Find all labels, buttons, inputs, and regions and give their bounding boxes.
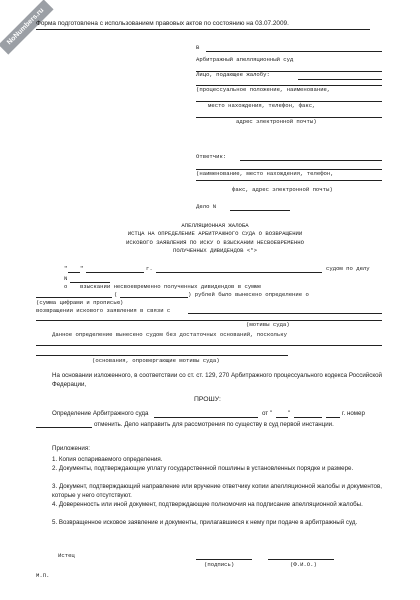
court-name-line — [156, 272, 322, 273]
stamp-place-label: М.П. — [36, 572, 50, 579]
date-month-line — [86, 272, 144, 273]
case-number-line — [230, 210, 290, 211]
grounds-line — [36, 345, 382, 346]
return-line — [188, 313, 382, 314]
rub-text: ) рублей было вынесено определение о — [188, 291, 309, 298]
request-court-line — [154, 417, 258, 418]
sum-words-line — [120, 297, 188, 298]
attachment-item-4: 4. Доверенность или иной документ, подтверждающие полномочия на подписание апелляционной жалобы. — [52, 501, 363, 508]
header-note: Форма подготовлена с использованием правовых актов по состоянию на 03.07.2009. — [36, 20, 289, 27]
request-year-line — [326, 417, 340, 418]
request-month-line — [294, 417, 322, 418]
date-day-line — [68, 272, 80, 273]
date-open-quote: " — [64, 265, 68, 272]
request-part-e: отменить. Дело направить для рассмотрения по существу в суд первой инстанции. — [94, 421, 334, 428]
respondent-hint-1: (наименование, место нахождения, телефон, — [196, 170, 334, 177]
signature-line — [196, 559, 252, 560]
respondent-label: Ответчик: — [196, 153, 227, 160]
request-heading: ПРОШУ: — [194, 396, 221, 403]
request-part-b: от " — [262, 410, 273, 417]
respondent-line-3 — [196, 180, 382, 181]
para2-text: Данное определение вынесено судом без достаточных оснований, поскольку — [52, 331, 287, 338]
applicant-label: Лицо, подающее жалобу: — [196, 71, 270, 78]
motives-hint: (мотивы суда) — [246, 321, 290, 328]
name-line — [268, 559, 334, 560]
to-label: В — [196, 44, 200, 51]
plaintiff-label: Истец — [58, 552, 75, 559]
attachments-heading: Приложения: — [52, 445, 90, 452]
attachment-item-1: 1. Копия оспариваемого определения. — [52, 456, 163, 463]
grounds-hint: (основания, опровергающие мотивы суда) — [92, 357, 220, 364]
request-part-d: г. номер — [342, 410, 365, 417]
grounds-line-2 — [36, 355, 288, 356]
year-label: г. — [146, 265, 153, 272]
title-line-4: ПОЛУЧЕННЫХ ДИВИДЕНДОВ <*> — [173, 247, 257, 255]
sum-line — [36, 297, 112, 298]
document-title — [60, 222, 370, 256]
court-label: Арбитражный апелляционный суд — [196, 56, 294, 63]
respondent-hint-2: факс, адрес электронной почты) — [232, 186, 333, 193]
case-number-label: Дело N — [196, 203, 217, 210]
o-label: о — [64, 283, 68, 290]
request-part-a: Определение Арбитражного суда — [52, 410, 149, 417]
header-rule — [36, 29, 370, 30]
attachment-item-2: 2. Документы, подтверждающие уплату государственной пошлины в установленных порядке и размере. — [52, 465, 354, 472]
applicant-hint-2: место нахождения, телефон, факс, — [208, 102, 316, 109]
applicant-hint-3: адрес электронной почты) — [236, 118, 317, 125]
title-line-1: АПЕЛЛЯЦИОННАЯ ЖАЛОБА — [181, 222, 249, 229]
watermark-logo: NoNumbers.ru — [0, 0, 54, 55]
date-close-quote: " — [80, 265, 84, 272]
claim-text: взыскании несвоевременно полученных дивидендов в сумме — [80, 283, 262, 290]
applicant-line-2 — [196, 85, 382, 86]
request-part-c: " — [288, 410, 291, 417]
applicant-line — [298, 79, 382, 80]
attachment-item-3: 3. Документ, подтверждающий направление или вручение ответчику копии апелляционной жалобы и документов, которые у него отсутствуют. — [52, 483, 382, 499]
name-hint: (Ф.И.О.) — [290, 561, 317, 568]
title-line-2: ИСТЦА НА ОПРЕДЕЛЕНИЕ АРБИТРАЖНОГО СУДА О ВОЗВРАЩЕНИИ — [127, 230, 303, 238]
applicant-hint-1: (процессуальное положение, наименование, — [196, 86, 331, 93]
return-text: возвращении искового заявления в связи с — [36, 307, 171, 314]
to-line — [206, 51, 382, 52]
title-line-3: ИСКОВОГО ЗАЯВЛЕНИЯ ПО ИСКУ О ВЗЫСКАНИИ НЕСВОЕВРЕМЕННО — [126, 238, 304, 246]
rub-open: ( — [114, 291, 118, 298]
signature-hint: (подпись) — [204, 561, 235, 568]
request-day-line — [276, 417, 288, 418]
attachment-item-5: 5. Возвращенное исковое заявление и документы, прилагавшиеся к нему при подаче в арбитражный суд. — [52, 519, 358, 526]
sum-hint: (сумма цифрами и прописью) — [36, 299, 124, 306]
respondent-line — [240, 160, 382, 161]
court-word: судом по делу — [326, 265, 370, 272]
applicant-line-3 — [196, 101, 382, 102]
basis-text: На основании изложенного, в соответствии со ст. ст. 129, 270 Арбитражного процессуального кодекса Российской Федерации, — [52, 372, 382, 388]
case-n-label: N — [64, 275, 68, 282]
return-line-2 — [36, 320, 382, 321]
request-number-line — [36, 427, 92, 428]
